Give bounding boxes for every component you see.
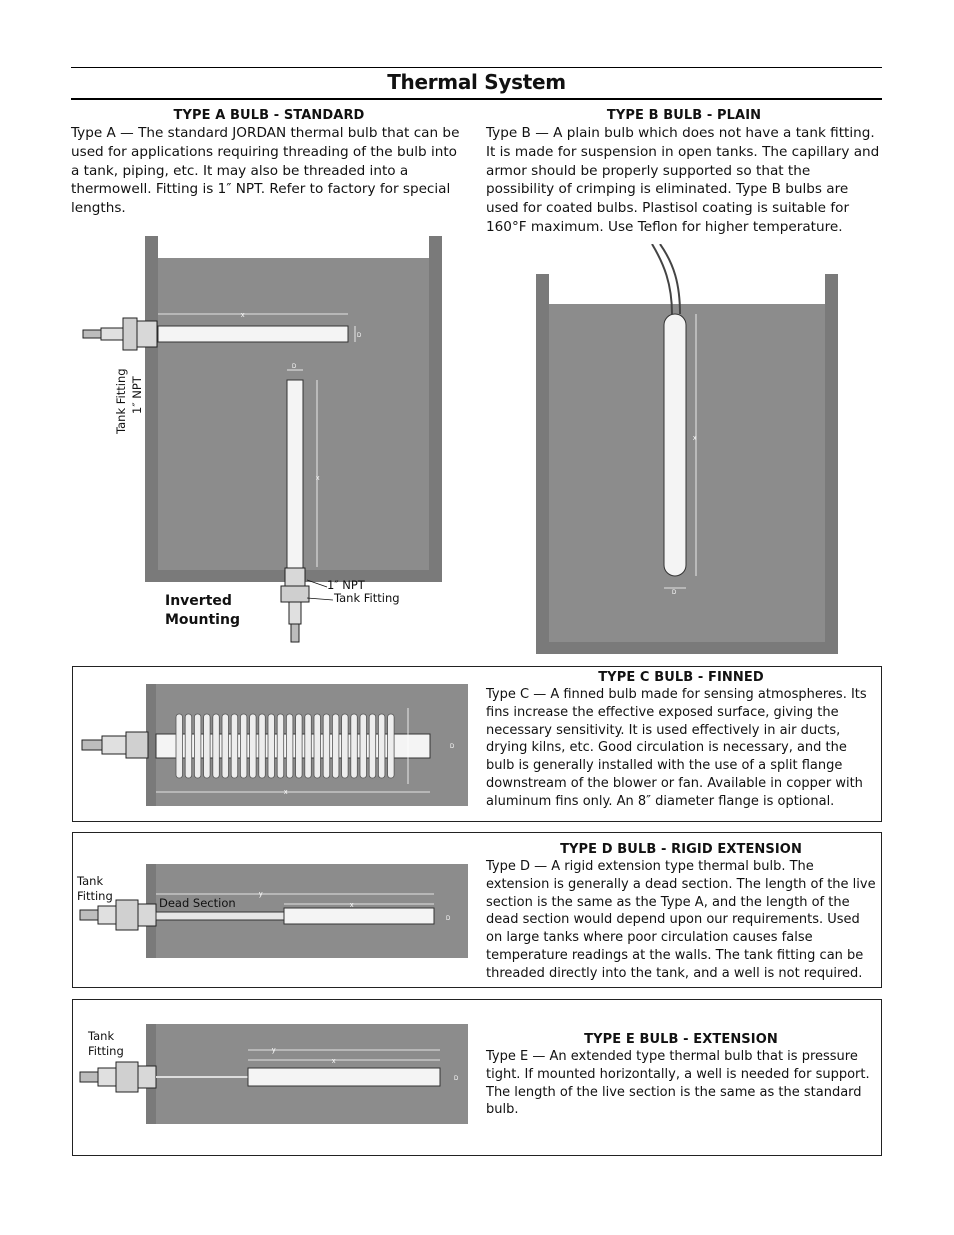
type-a-dim-x-horizontal: x <box>241 312 245 319</box>
type-d-section <box>486 842 876 983</box>
type-c-fitting-tip <box>82 740 102 750</box>
type-c-fin <box>360 714 367 778</box>
type-d-dim-x: x <box>350 902 354 909</box>
type-d-fitting-nut <box>116 900 138 930</box>
type-d-dead-section <box>156 912 284 920</box>
type-a-dim-d-vertical: D <box>292 364 297 370</box>
type-a-dim-d-horizontal: D <box>357 333 362 339</box>
title-underline <box>71 98 882 100</box>
type-e-heading: TYPE E BULB - EXTENSION <box>584 1032 778 1047</box>
type-a-label-mounting: Mounting <box>165 612 240 628</box>
type-b-section <box>486 108 882 237</box>
type-e-fitting-body <box>98 1068 116 1086</box>
type-c-dim-x: x <box>284 789 288 796</box>
type-c-fin <box>314 714 321 778</box>
type-b-tank-bottom <box>536 642 838 654</box>
type-a-label-npt-side: 1″ NPT <box>130 376 144 414</box>
type-e-fitting-tip <box>80 1072 98 1082</box>
type-e-dim-y: y <box>272 1047 276 1054</box>
type-d-heading: TYPE D BULB - RIGID EXTENSION <box>560 842 802 857</box>
type-c-fin <box>250 714 257 778</box>
type-b-heading: TYPE B BULB - PLAIN <box>606 108 762 123</box>
type-c-fin <box>323 714 330 778</box>
type-a-side-fitting-thread <box>137 321 157 347</box>
type-c-dim-d: D <box>450 744 455 750</box>
type-e-fitting-nut <box>116 1062 138 1092</box>
type-b-description: Type B — A plain bulb which does not have a tank fitting. It is made for suspension in open tanks. The capillary and armor should be properly supported so that the possibility of crimping is eliminated. Type B bulbs are used for coated bulbs. Plastisol coating is suitable for 160°F maximum. Use Teflon for higher temperature. <box>486 125 880 235</box>
type-c-fin <box>259 714 266 778</box>
type-d-fitting-thread <box>138 904 156 926</box>
type-a-tank-left-wall <box>145 236 158 582</box>
type-c-fin <box>268 714 275 778</box>
type-c-fitting-body <box>102 736 126 754</box>
type-c-fin <box>332 714 339 778</box>
type-e-dim-x: x <box>332 1058 336 1065</box>
type-c-description: Type C — A finned bulb made for sensing atmospheres. Its fins increase the effective exposed surface, giving the necessary sensitivity. It is used effectively in air ducts, drying kilns, etc. Good circulation is necessary, and the bulb is generally installed with the use of a split flange downstream of the blower or fan. Available in copper with aluminum fins only. An 8″ diameter flange is optional. <box>486 687 867 809</box>
top-rule <box>71 67 882 68</box>
type-d-label-tank: Tank <box>77 874 104 888</box>
type-b-liquid <box>549 304 825 642</box>
type-d-fitting-tip <box>80 910 98 920</box>
page-title: Thermal System <box>387 70 566 94</box>
type-a-label-tank-fitting-bottom: Tank Fitting <box>334 591 400 605</box>
type-a-side-fitting-nut <box>123 318 137 350</box>
type-a-dim-x-vertical: x <box>316 475 320 482</box>
type-e-dim-d: D <box>454 1076 459 1082</box>
type-c-fitting-nut <box>126 732 148 758</box>
type-a-tank-right-wall <box>429 236 442 582</box>
type-e-section <box>486 1032 876 1119</box>
type-d-description: Type D — A rigid extension type thermal bulb. The extension is generally a dead section. The length of the live section is the same as the Type A, and the length of the dead section would depend upon our requirements. Used on large tanks where poor circulation causes false temperature readings at the walls. The tank fitting can be threaded directly into the tank, and a well is not required. <box>486 859 876 981</box>
type-c-diagram <box>74 684 470 808</box>
type-d-label-dead-section: Dead Section <box>159 896 236 910</box>
type-d-dim-d: D <box>446 916 451 922</box>
type-b-tank-right-wall <box>825 274 838 654</box>
type-b-dim-x: x <box>693 435 697 442</box>
type-d-fitting-body <box>98 906 116 924</box>
type-a-section <box>71 108 467 218</box>
type-d-diagram <box>74 864 470 958</box>
type-b-bulb <box>664 314 686 576</box>
type-c-fin <box>369 714 376 778</box>
type-c-fin <box>286 714 293 778</box>
type-c-fin <box>185 714 192 778</box>
type-e-fitting-thread <box>138 1066 156 1088</box>
type-a-side-fitting-tip <box>83 330 101 338</box>
type-c-fin <box>176 714 183 778</box>
type-c-fin <box>378 714 385 778</box>
type-c-heading: TYPE C BULB - FINNED <box>598 670 764 685</box>
type-c-fin <box>204 714 211 778</box>
type-b-tank-left-wall <box>536 274 549 654</box>
type-c-fin <box>305 714 312 778</box>
type-c-fin <box>388 714 395 778</box>
type-a-label-inverted: Inverted <box>165 593 232 609</box>
type-c-fin <box>296 714 303 778</box>
type-a-label-tank-fitting: Tank Fitting <box>114 368 128 434</box>
type-b-dim-d: D <box>672 590 677 596</box>
type-e-diagram <box>74 1024 470 1124</box>
type-c-section <box>486 670 876 811</box>
type-c-fin <box>213 714 220 778</box>
type-a-vertical-bulb <box>287 380 303 570</box>
type-e-label-tank: Tank <box>88 1029 115 1043</box>
type-d-label-fitting: Fitting <box>77 889 113 903</box>
type-c-fin <box>222 714 229 778</box>
type-a-diagram <box>71 222 471 662</box>
type-a-bottom-fitting-thread <box>285 568 305 586</box>
type-c-fin <box>277 714 284 778</box>
type-b-capillary <box>652 244 672 314</box>
type-a-side-fitting-body <box>101 328 123 340</box>
type-d-live-section <box>284 908 434 924</box>
type-a-bottom-fitting-body <box>289 602 301 624</box>
type-a-label-npt-bottom: 1″ NPT <box>327 578 365 592</box>
type-a-heading: TYPE A BULB - STANDARD <box>173 108 365 123</box>
type-a-bottom-fitting-tip <box>291 624 299 642</box>
type-d-dim-y: y <box>259 891 263 898</box>
type-c-fin <box>342 714 349 778</box>
type-c-fin <box>231 714 238 778</box>
type-e-description: Type E — An extended type thermal bulb that is pressure tight. If mounted horizontally, a well is needed for support. The length of the live section is the same as the standard bulb. <box>486 1049 870 1118</box>
type-a-bottom-fitting-nut <box>281 586 309 602</box>
type-c-fin <box>240 714 247 778</box>
type-c-fin <box>194 714 201 778</box>
type-e-label-fitting: Fitting <box>88 1044 124 1058</box>
type-e-live-section <box>248 1068 440 1086</box>
type-a-horizontal-bulb <box>158 326 348 342</box>
type-b-diagram <box>486 244 886 658</box>
type-c-fin <box>351 714 358 778</box>
type-a-description: Type A — The standard JORDAN thermal bulb that can be used for applications requiring threading of the bulb into a tank, piping, etc. It may also be threaded into a thermowell. Fitting is 1″ NPT. Refer to factory for special lengths. <box>71 125 460 217</box>
